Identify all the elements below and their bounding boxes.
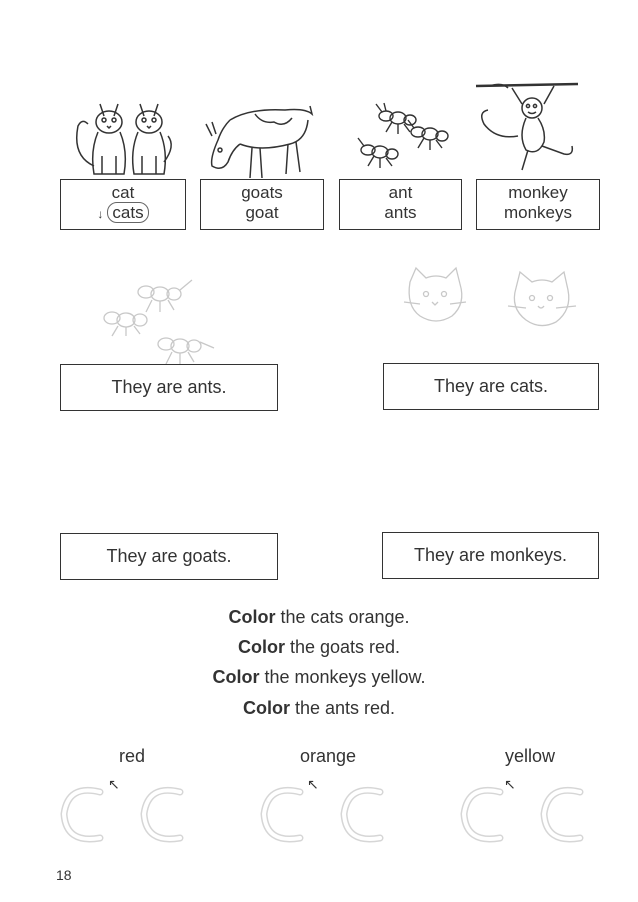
tracing-letters-icon	[50, 780, 610, 850]
instruction-keyword: Color	[242, 698, 290, 718]
sentence-box-cats	[383, 363, 599, 410]
monkey-drawing-icon	[472, 80, 592, 180]
sentence-box-monkeys	[382, 532, 599, 579]
vocab-word-singular: monkey	[508, 183, 568, 202]
sentence-text: They are cats.	[433, 376, 549, 396]
vocab-word-singular: cat	[111, 183, 135, 202]
start-arrow-icon: ↖	[307, 776, 319, 792]
instruction-line	[0, 698, 638, 719]
instruction-line	[0, 607, 638, 628]
color-label-red: red	[118, 746, 145, 766]
sentence-text: They are goats.	[106, 546, 232, 566]
vocab-box-monkey	[476, 179, 600, 230]
instruction-text: the monkeys yellow.	[259, 667, 426, 687]
faint-ants-icon	[96, 272, 226, 368]
vocab-word-singular: goat	[245, 203, 279, 222]
vocab-word-plural: goats	[241, 183, 283, 202]
instruction-keyword: Color	[237, 637, 285, 657]
vocab-box-cat	[60, 179, 186, 230]
vocab-word-plural: monkeys	[503, 203, 573, 222]
sentence-box-ants	[60, 364, 278, 411]
sentence-text: They are ants.	[111, 377, 227, 397]
vocab-box-goat	[200, 179, 324, 230]
vocab-word-plural: ants	[384, 203, 417, 222]
cats-drawing-icon	[68, 96, 178, 178]
instruction-keyword: Color	[228, 607, 276, 627]
color-label-orange: orange	[299, 746, 357, 766]
vocab-box-ant	[339, 179, 462, 230]
goat-drawing-icon	[200, 100, 320, 180]
instruction-line	[0, 637, 638, 658]
vocab-word-plural	[61, 203, 185, 224]
color-label-yellow: yellow	[504, 746, 556, 766]
instruction-text: the goats red.	[284, 637, 401, 657]
page-number: 18	[56, 867, 72, 883]
circled-word: cats	[107, 202, 148, 223]
instruction-text: the cats orange.	[275, 607, 410, 627]
instruction-keyword: Color	[212, 667, 260, 687]
start-arrow-icon: ↖	[504, 776, 516, 792]
faint-cats-icon	[400, 264, 590, 336]
sentence-box-goats	[60, 533, 278, 580]
ants-drawing-icon	[348, 102, 458, 172]
start-arrow-icon: ↖	[108, 776, 120, 792]
instruction-line	[0, 667, 638, 688]
instruction-text: the ants red.	[289, 698, 396, 718]
vocab-word-singular: ant	[388, 183, 413, 202]
arrow-down-icon: ↓	[97, 207, 104, 221]
sentence-text: They are monkeys.	[413, 545, 568, 565]
